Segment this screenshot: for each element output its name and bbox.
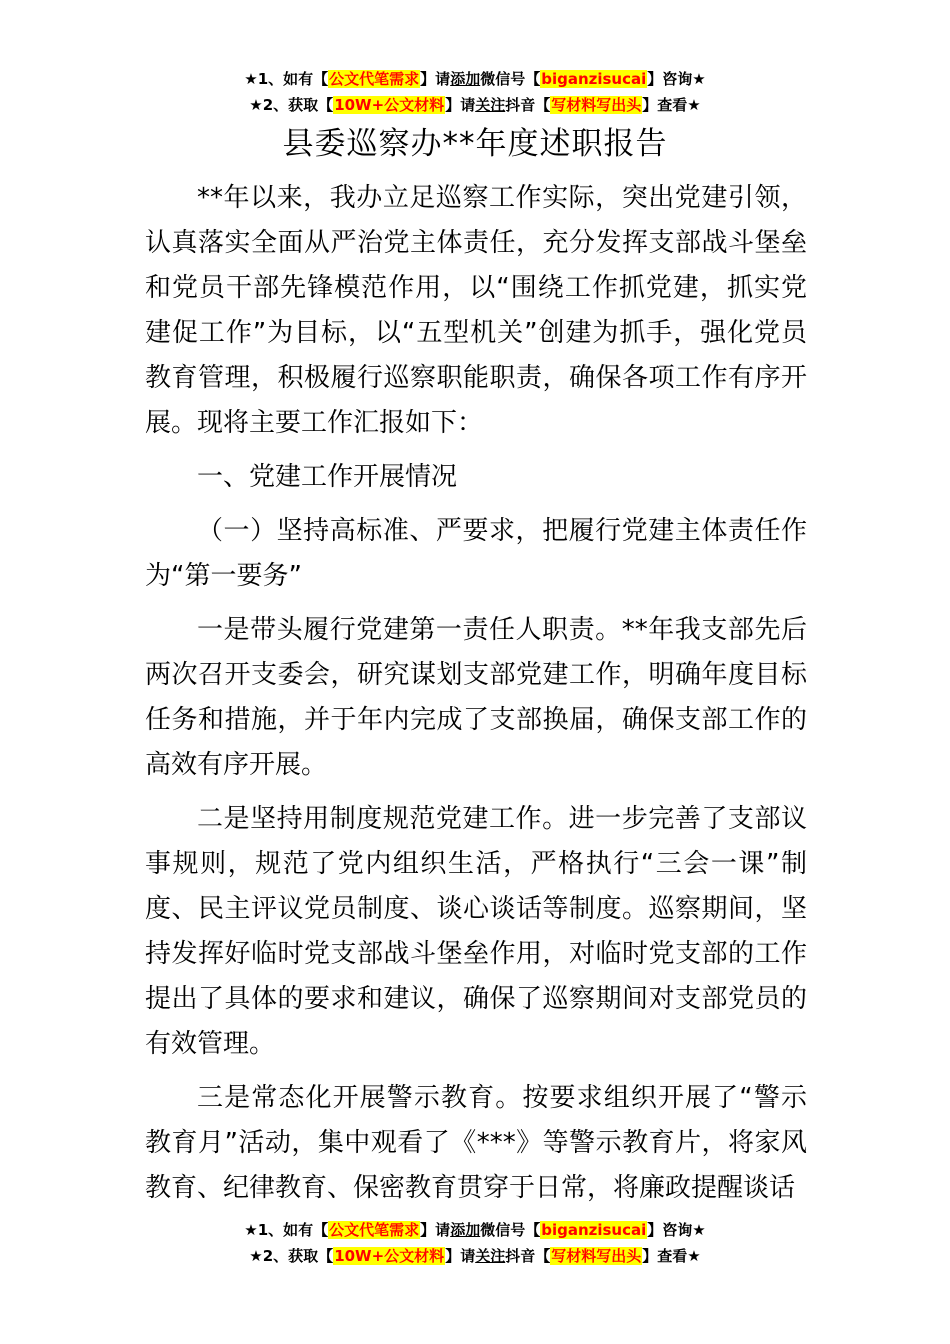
- douyin-account: 写材料写出头: [551, 96, 642, 114]
- promo-text: 微信号【: [480, 1221, 541, 1239]
- promo-text: 】查看★: [642, 96, 701, 114]
- wechat-id: biganzisucai: [541, 70, 647, 88]
- underlined-text: 添加: [450, 1221, 481, 1239]
- promo-text: ★1、如有【: [244, 70, 329, 88]
- document-title: 县委巡察办**年度述职报告: [282, 126, 668, 162]
- promo-text: ★1、如有【: [244, 1221, 329, 1239]
- underlined-text: 添加: [450, 70, 481, 88]
- highlight-text: 公文代笔需求: [329, 70, 420, 88]
- promo-line-1: [0, 66, 950, 92]
- promo-text: ★2、获取【: [249, 96, 334, 114]
- section-heading: 一、党建工作开展情况: [197, 462, 458, 492]
- underlined-text: 关注: [475, 96, 506, 114]
- highlight-text: 10W+公文材料: [334, 96, 445, 114]
- promo-text: 】请: [420, 1221, 451, 1239]
- promo-banner-top: [0, 66, 950, 118]
- subsection-heading: （一）坚持高标准、严要求，把履行党建主体责任作为“第一要务”: [145, 516, 807, 591]
- promo-text: 】咨询★: [647, 70, 706, 88]
- promo-line-2: [0, 1243, 950, 1269]
- paragraph: 三是常态化开展警示教育。按要求组织开展了“警示教育月”活动，集中观看了《***》等警示教育片，将家风教育、纪律教育、保密教育贯穿于日常，将廉政提醒谈话: [145, 1083, 807, 1203]
- promo-line-1: [0, 1217, 950, 1243]
- promo-text: 】查看★: [642, 1247, 701, 1265]
- promo-line-2: [0, 92, 950, 118]
- promo-text: ★2、获取【: [249, 1247, 334, 1265]
- paragraph: 二是坚持用制度规范党建工作。进一步完善了支部议事规则，规范了党内组织生活，严格执行“三会一课”制度、民主评议党员制度、谈心谈话等制度。巡察期间，坚持发挥好临时党支部战斗堡垒作用，对临时党支部的工作提出了具体的要求和建议，确保了巡察期间对支部党员的有效管理。: [145, 804, 807, 1059]
- promo-text: 】咨询★: [647, 1221, 706, 1239]
- promo-text: 】请: [445, 1247, 476, 1265]
- promo-text: 抖音【: [505, 96, 551, 114]
- promo-text: 】请: [420, 70, 451, 88]
- promo-banner-bottom: [0, 1217, 950, 1269]
- highlight-text: 10W+公文材料: [334, 1247, 445, 1265]
- promo-text: 】请: [445, 96, 476, 114]
- paragraph-intro: **年以来，我办立足巡察工作实际，突出党建引领，认真落实全面从严治党主体责任，充分发挥支部战斗堡垒和党员干部先锋模范作用，以“围绕工作抓党建，抓实党建促工作”为目标，以“五型机关”创建为抓手，强化党员教育管理，积极履行巡察职能职责，确保各项工作有序开展。现将主要工作汇报如下：: [145, 183, 807, 438]
- promo-text: 抖音【: [505, 1247, 551, 1265]
- promo-text: 微信号【: [480, 70, 541, 88]
- paragraph: 一是带头履行党建第一责任人职责。**年我支部先后两次召开支委会，研究谋划支部党建工作，明确年度目标任务和措施，并于年内完成了支部换届，确保支部工作的高效有序开展。: [145, 615, 807, 780]
- wechat-id: biganzisucai: [541, 1221, 647, 1239]
- document-body: [145, 176, 807, 1211]
- highlight-text: 公文代笔需求: [329, 1221, 420, 1239]
- underlined-text: 关注: [475, 1247, 506, 1265]
- douyin-account: 写材料写出头: [551, 1247, 642, 1265]
